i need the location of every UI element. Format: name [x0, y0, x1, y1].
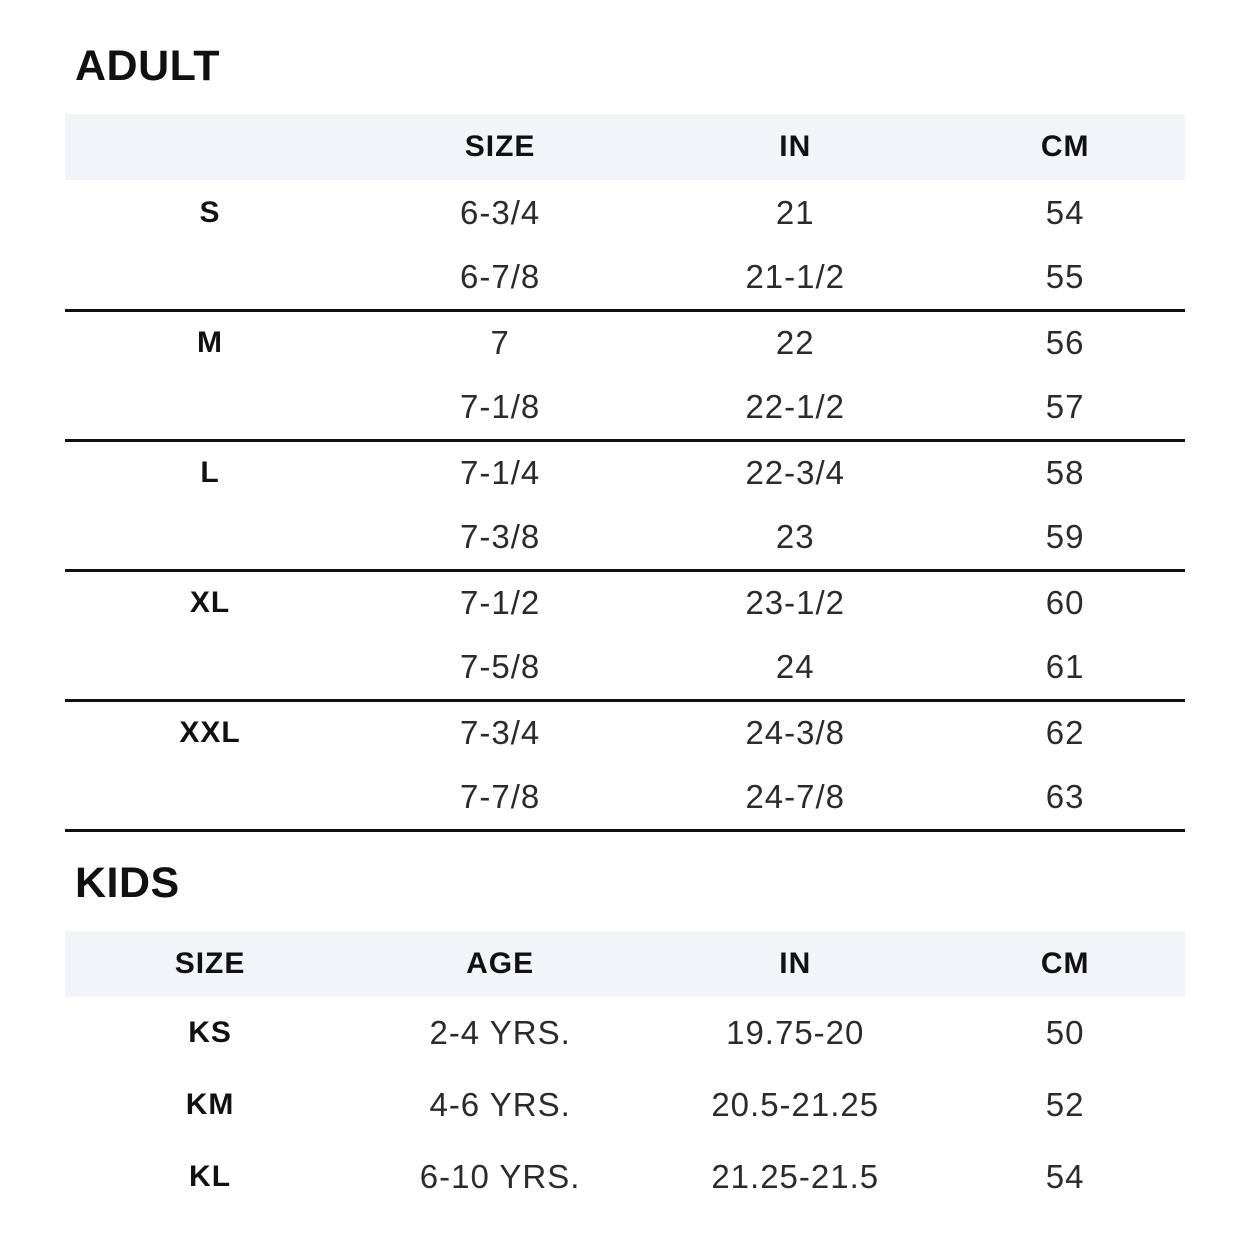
kids-age-value: 4-6 YRS.	[429, 1085, 571, 1123]
adult-hat-size-value: 7-1/2	[460, 584, 541, 622]
adult-inches-value: 24	[645, 635, 945, 700]
kids-col-in: IN	[779, 946, 812, 980]
adult-col-cm: CM	[1040, 130, 1090, 163]
adult-hat-size-value: 7	[490, 324, 510, 362]
adult-cm-value: 58	[1045, 454, 1085, 492]
adult-hat-size-value: 7-1/8	[355, 375, 645, 440]
kids-header-row	[65, 931, 1185, 997]
kids-col-size: SIZE	[174, 946, 246, 980]
adult-table-body	[65, 180, 1185, 830]
adult-cm-value: 54	[1045, 193, 1085, 231]
adult-size-group-label	[65, 505, 355, 570]
size-chart-page	[65, 0, 1185, 1213]
adult-cm-value: 55	[945, 245, 1185, 310]
adult-col-blank	[65, 114, 355, 180]
adult-header-row	[65, 114, 1185, 180]
adult-table-row	[65, 635, 1185, 700]
adult-cm-value: 63	[945, 765, 1185, 830]
adult-section-title: ADULT	[75, 42, 221, 90]
adult-size-table	[65, 114, 1185, 832]
adult-size-group-label: M	[197, 326, 224, 360]
adult-cm-value: 60	[1045, 584, 1085, 622]
adult-hat-size-value: 6-7/8	[355, 245, 645, 310]
adult-table-row	[65, 180, 1185, 245]
adult-size-group-label	[65, 375, 355, 440]
adult-size-group-label	[65, 635, 355, 700]
adult-inches-value: 22-1/2	[645, 375, 945, 440]
adult-inches-value: 21-1/2	[645, 245, 945, 310]
adult-col-size: SIZE	[464, 130, 536, 163]
kids-age-value: 2-4 YRS.	[429, 1013, 571, 1051]
adult-table-row	[65, 765, 1185, 830]
adult-size-group-label: L	[200, 456, 220, 490]
adult-hat-size-value: 7-1/4	[460, 454, 541, 492]
adult-inches-value: 22	[775, 324, 815, 362]
adult-table-row	[65, 570, 1185, 635]
adult-inches-value: 24-3/8	[745, 714, 846, 752]
adult-table-row	[65, 700, 1185, 765]
kids-cm-value: 54	[1045, 1157, 1085, 1195]
kids-inches-value: 19.75-20	[726, 1013, 865, 1051]
adult-table-row	[65, 310, 1185, 375]
adult-table-row	[65, 375, 1185, 440]
kids-col-cm: CM	[1040, 946, 1090, 980]
kids-inches-value: 21.25-21.5	[711, 1157, 880, 1195]
kids-table-row	[65, 1141, 1185, 1213]
kids-table-body	[65, 997, 1185, 1213]
kids-section-title: KIDS	[75, 858, 180, 907]
adult-table-row	[65, 505, 1185, 570]
adult-size-group-label	[65, 245, 355, 310]
adult-inches-value: 24-7/8	[645, 765, 945, 830]
adult-cm-value: 62	[1045, 714, 1085, 752]
kids-size-label: KM	[185, 1087, 235, 1121]
adult-cm-value: 61	[945, 635, 1185, 700]
adult-size-group-label: XL	[189, 586, 231, 620]
kids-cm-value: 52	[1045, 1085, 1085, 1123]
adult-cm-value: 56	[1045, 324, 1085, 362]
kids-table-row	[65, 1069, 1185, 1141]
adult-cm-value: 57	[945, 375, 1185, 440]
adult-inches-value: 23	[645, 505, 945, 570]
adult-table-row	[65, 245, 1185, 310]
adult-size-group-label	[65, 765, 355, 830]
kids-cm-value: 50	[1045, 1013, 1085, 1051]
kids-age-value: 6-10 YRS.	[419, 1157, 581, 1195]
adult-inches-value: 22-3/4	[745, 454, 846, 492]
kids-size-table	[65, 931, 1185, 1213]
kids-inches-value: 20.5-21.25	[711, 1085, 880, 1123]
adult-hat-size-value: 6-3/4	[460, 193, 541, 231]
adult-hat-size-value: 7-3/8	[355, 505, 645, 570]
adult-hat-size-value: 7-3/4	[460, 714, 541, 752]
kids-col-age: AGE	[466, 946, 535, 980]
kids-size-label: KL	[189, 1159, 232, 1193]
adult-cm-value: 59	[945, 505, 1185, 570]
kids-table-row	[65, 997, 1185, 1069]
adult-table-row	[65, 440, 1185, 505]
adult-col-in: IN	[779, 130, 812, 163]
adult-size-group-label: S	[199, 195, 221, 229]
adult-inches-value: 21	[775, 193, 815, 231]
adult-hat-size-value: 7-7/8	[355, 765, 645, 830]
adult-size-group-label: XXL	[179, 716, 241, 750]
kids-size-label: KS	[188, 1015, 232, 1049]
adult-hat-size-value: 7-5/8	[355, 635, 645, 700]
adult-inches-value: 23-1/2	[745, 584, 846, 622]
